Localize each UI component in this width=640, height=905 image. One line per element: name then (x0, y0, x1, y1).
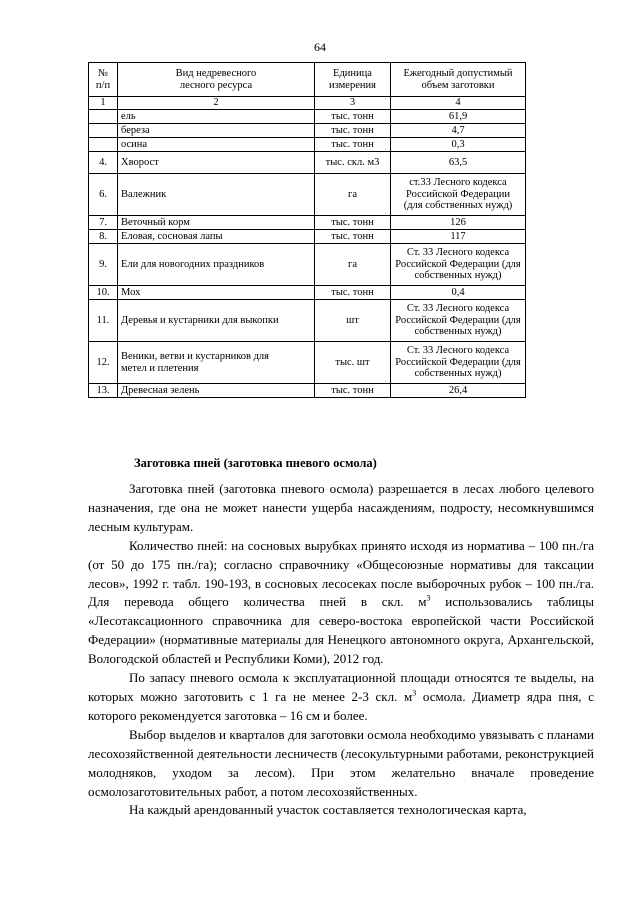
cell-volume: 126 (391, 216, 526, 230)
cell-name: ель (118, 110, 315, 124)
cell-unit: тыс. тонн (315, 110, 391, 124)
cell-num: 11. (89, 300, 118, 342)
cell-unit: га (315, 244, 391, 286)
cell-name: Веточный корм (118, 216, 315, 230)
cell-volume: 61,9 (391, 110, 526, 124)
paragraph: Заготовка пней (заготовка пневого осмола) разрешается в лесах любого целевого назначения, где она не может нанести ущерба насаждениям, подросту, несомкнувшимся лесным культурам. (88, 481, 594, 534)
table-row (89, 384, 526, 398)
index-row (89, 97, 526, 110)
cell-name: Деревья и кустарники для выкопки (118, 300, 315, 342)
cell-unit: тыс. тонн (315, 138, 391, 152)
table-row (89, 286, 526, 300)
cell-num (89, 124, 118, 138)
table-row (89, 230, 526, 244)
header-num: № п/п (89, 63, 118, 97)
paragraph: На каждый арендованный участок составляется технологическая карта, (129, 802, 527, 818)
paragraph-text: По запасу пневого осмола к эксплуатационной площади относятся те выделы, на которых можно заготовить с 1 га не менее 2-3 скл. м (88, 670, 594, 704)
paragraph-text: осмола. Диаметр ядра пня, с которого рекомендуется заготовка – 16 см и более. (88, 688, 594, 723)
cell-unit: тыс. шт (315, 342, 391, 384)
cell-unit: тыс. тонн (315, 286, 391, 300)
cell-name: береза (118, 124, 315, 138)
cell-num (89, 138, 118, 152)
header-unit: Единица измерения (315, 63, 391, 97)
cell-volume: Ст. 33 Лесного кодекса Российской Федерации (для собственных нужд) (391, 244, 526, 286)
cell-name: Валежник (118, 174, 315, 216)
table-row (89, 152, 526, 174)
superscript: 3 (412, 688, 417, 698)
section-heading: Заготовка пней (заготовка пневого осмола) (134, 456, 377, 470)
paragraph-text: Количество пней: на сосновых вырубках принято исходя из норматива – 100 пн./га (от 50 до 175 пн./га); согласно справочнику «Общесоюзные нормативы для таксации лесов», 1992 г. табл. 190-193, в сосновых лесосеках после выборочных рубок – 100 пн./га. Для перевода общего количества пней в скл. м (88, 537, 594, 610)
table-row (89, 244, 526, 286)
cell-name: Ели для новогодних праздников (118, 244, 315, 286)
cell-volume: 0,3 (391, 138, 526, 152)
cell-unit: тыс. скл. м3 (315, 152, 391, 174)
cell-unit: га (315, 174, 391, 216)
table-row (89, 110, 526, 124)
index-cell: 1 (89, 97, 118, 110)
index-cell: 2 (118, 97, 315, 110)
cell-name: Еловая, сосновая лапы (118, 230, 315, 244)
cell-volume: 117 (391, 230, 526, 244)
cell-volume: 0,4 (391, 286, 526, 300)
cell-unit: тыс. тонн (315, 384, 391, 398)
superscript: 3 (426, 594, 431, 604)
table-row (89, 124, 526, 138)
cell-name: Древесная зелень (118, 384, 315, 398)
index-cell: 4 (391, 97, 526, 110)
cell-volume: 26,4 (391, 384, 526, 398)
cell-name: осина (118, 138, 315, 152)
cell-name: Веники, ветви и кустарников для метел и плетения (118, 342, 315, 384)
section-body (88, 480, 594, 820)
cell-volume: Ст. 33 Лесного кодекса Российской Федерации (для собственных нужд) (391, 342, 526, 384)
paragraph-text: использовались таблицы «Лесотаксационного справочника для северо-востока европейской части Российской Федерации» (нормативные материалы для Ненецкого автономного округа, Архангельской, Вологодской областей и Республики Коми), 2012 год. (88, 594, 594, 667)
cell-unit: тыс. тонн (315, 230, 391, 244)
cell-num: 6. (89, 174, 118, 216)
cell-volume: Ст. 33 Лесного кодекса Российской Федерации (для собственных нужд) (391, 300, 526, 342)
non-timber-resource-table (88, 62, 526, 398)
cell-volume: 4,7 (391, 124, 526, 138)
paragraph (88, 669, 594, 726)
paragraph (88, 537, 594, 669)
table-row (89, 216, 526, 230)
cell-unit: тыс. тонн (315, 216, 391, 230)
table-row (89, 342, 526, 384)
cell-num: 8. (89, 230, 118, 244)
page-number: 64 (314, 40, 326, 54)
cell-name: Мох (118, 286, 315, 300)
cell-volume: 63,5 (391, 152, 526, 174)
index-cell: 3 (315, 97, 391, 110)
table-row (89, 174, 526, 216)
cell-num: 9. (89, 244, 118, 286)
cell-num (89, 110, 118, 124)
cell-volume: ст.33 Лесного кодекса Российской Федерации (для собственных нужд) (391, 174, 526, 216)
cell-num: 13. (89, 384, 118, 398)
table-row (89, 138, 526, 152)
cell-num: 12. (89, 342, 118, 384)
cell-name: Хворост (118, 152, 315, 174)
table-row (89, 300, 526, 342)
cell-num: 10. (89, 286, 118, 300)
cell-unit: тыс. тонн (315, 124, 391, 138)
cell-unit: шт (315, 300, 391, 342)
header-resource: Вид недревесного лесного ресурса (118, 63, 315, 97)
paragraph: Выбор выделов и кварталов для заготовки осмола необходимо увязывать с планами лесохозяйственной деятельности лесничеств (лесокультурными работами, реконструкцией молодняков, уходом за лесом). При этом желательно вначале проведение осмолозаготовительных работ, а потом лесохозяйственных. (88, 726, 594, 799)
cell-num: 7. (89, 216, 118, 230)
cell-num: 4. (89, 152, 118, 174)
header-volume: Ежегодный допустимый объем заготовки (391, 63, 526, 97)
